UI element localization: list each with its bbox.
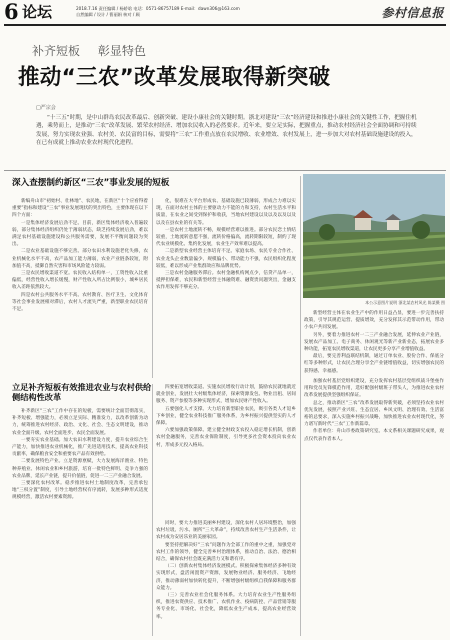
section1-title: 深入查摆制约新区“三农”事业发展的短板 [12,178,170,188]
paragraph: 四要拓宽增收渠道。实施农民增收行动计划，鼓励农民就地就近就业创业，发展壮大村级集体经济，探索资源发包、物业出租、居间服务、资产参股等多种实现形式，增加农民财产性收入。 [156,385,296,405]
section2-title: 立足补齐短板有效推进农业与农村供给侧结构性改革 [12,382,152,402]
paragraph: 三是农民增收渠道不宽。农民收入结构单一，工资性收入比重偏低，经营性收入增长缓慢，财产性收入所占比例很小，城乡居民收入差距依然较大。 [12,271,148,291]
header-meta-line1: 2018.7.16 责任编辑 / 杨娇晗 电话：0571-86757189 E-mail：dawn306@163.com [76,6,240,11]
section-divider [4,170,446,171]
page-number: 6 [4,0,19,24]
paragraph: 六要加强政策保障。建立健全财政支农投入稳定增长机制，创新农村金融服务，完善农业保险制度，引导更多社会资本投向农业农村，形成多元投入格局。 [156,428,296,448]
paragraph: 补齐新区“三农”工作中存在的短板，需要统计全面贯彻落实，补齐短板、增强能力，必须立足实际、精准发力，以改革创新为动力，统筹推进农村经济、政治、文化、社会、生态文明建设，推动农业全面升级、农村全面进步、农民全面发展。 [12,409,148,436]
page-header [0,0,450,26]
lead-paragraph: “十三五”时期，是中山群岛农民改革最后、创新突破、建设小康社会的关键时期。浙北对建设“三农”经济建设和推进小康社会的关键性工作，把握住机遇，乘势而上，是推动“三农”改革发展、繁荣农村经济、增加农民收入的必然要求。近年来，要立足实际，把握重点，推动农村经济社会全面协调和可持续发展，努力实现农业强、农村美、农民富的目标，需要将“三农”工作重点放在农民增收、农业增效、农村发展上，进一步加大对农村基础设施建设的投入，在已有成就上推动农业农村现代化进程。 [36,115,417,146]
column-1-top [12,198,148,376]
paragraph: 加强农村基层党组织建设，充分发挥农村基层党组织战斗堡垒作用和党员先锋模范作用，选好配强村级班子带头人，为推进农业农村改革发展提供坚强组织保证。 [304,379,444,399]
paragraph: 一是集体经济发展后劲不足。目前，新区集体经济收入普遍较弱，部分集体经济组织仍处于薄弱状态，缺乏持续发展后劲，难以满足农村基础设施建设和公共服务需要，发展不平衡问题较为突出。 [12,220,148,248]
paragraph: 三要深化农村改革。稳步推进农村土地制度改革，完善承包地“三权分置”制度，引导土地经营权有序流转，发展多种形式适度规模经营，激活农村要素资源。 [12,481,148,501]
paragraph: 新型经营主体在农业生产中的作用日益凸显，要进一步完善扶持政策，引导其规范运营、提质增效，充分发挥其示范带动作用，带动小农户共同发展。 [304,311,444,331]
photo-caption: 本公示意图片说明 浙北某农村风光 陈某摄 图 [365,300,445,305]
column-tags [32,42,160,59]
photo-illustration [303,174,445,298]
headline: 推动“三农”改革发展取得新突破 [18,65,331,90]
column-tag: 彰显特色 [97,44,146,58]
paragraph: 总之，推动新区“三农”改革发展取得新突破，必须坚持农业农村优先发展，按照产业兴旺、生态宜居、乡风文明、治理有效、生活富裕的总要求，深入实施乡村振兴战略，加快推进农业农村现代化，努力谱写新时代“三农”工作新篇章。 [304,400,444,428]
paragraph: 要坚持把解决好“三农”问题作为全部工作的重中之重，加强党对农村工作的领导，健全完善乡村治理体系，推动自治、法治、德治相结合，确保农村社会既充满活力又和谐有序。 [156,542,296,563]
column-divider [152,198,153,378]
section-title: 论坛 [22,3,53,21]
byline: □严宗会 [36,105,56,111]
paragraph: （二）创新农村集体经济发展模式。积极探索集体经济多种有效实现形式，盘活闲置资产资源，发展物业经济、服务经济、飞地经济，推动薄弱村加快转化提升，不断增强村级组织自我保障和服务群众能力。 [156,564,296,591]
column-1-bottom [12,408,148,636]
paragraph: 二要发展特色产业。立足资源禀赋，大力发展海洋渔业、特色种养殖业、休闲农业和乡村旅游，培育一批特色鲜明、竞争力强的农业品牌，延长产业链，提升价值链，促进一二三产业融合发展。 [12,459,148,479]
paragraph: 五要强化人才支撑。大力培育新型职业农民，吸引各类人才返乡下乡创业，健全农业科技推广服务体系，为乡村振兴提供坚实的人才保障。 [156,406,296,427]
column-3 [156,520,296,636]
paragraph: 二是农业基础设施不够完善。部分农田水利设施老化失修，农业机械化水平不高，农产品加工能力薄弱，农业产业链条较短，附加值不高，抵御自然灾害和市场风险能力较弱。 [12,249,148,269]
column-tag: 补齐短板 [32,44,81,58]
paragraph: 另外，要着力推进农村一二三产业融合发展，延伸农业产业链，发展农产品加工、电子商务、休闲观光等新产业新业态，拓展农业多种功能，拓宽农民增收渠道，让农民更多分享产业增值收益。 [304,332,444,353]
paragraph: 四是农村公共服务水平不高。农村教育、医疗卫生、文化体育等社会事业发展相对滞后，农村人才流失严重，新型职业农民培育不足。 [12,292,148,313]
header-meta-line2: 自然编辑 / 设计 / 曹丽娟 核对 / 顾 [76,12,140,17]
paragraph: 新编舟山市“初始村、壮林地”、农民地，在新区“十个应看得着重要”指标和建设“三农”事业发展现状的突出特色，主要体现在以下四个方面： [12,199,148,219]
paragraph: 最后，要完善利益联结机制，通过订单农业、股份合作、保底分红等多种形式，让农民合理分享全产业链增值收益，切实增强农民的获得感、幸福感。 [304,354,444,374]
paragraph: 一是农村土地流转不畅，规模经营难以推进。部分农民恋土情结较重，土地流转意愿不强，流转价格偏高，流转期限较短，制约了现代农业规模化、集约化发展，农业生产效率难以提高。 [156,227,296,248]
paragraph: 二是新型农业经营主体培育不足。家庭农场、农民专业合作社、农业龙头企业数量偏少、规模偏小、带动能力不强，农民组织化程度较低，难以形成产业集群效应和品牌优势。 [156,249,296,269]
header-rule [4,24,446,26]
paragraph: 三是农村金融服务滞后。农村金融机构网点少，信贷产品单一，抵押担保难，农民和新型经营主体融资难、融资贵问题突出，金融支农作用发挥不够充分。 [156,271,296,291]
column-4-top [304,310,444,374]
article-photo [303,174,445,298]
masthead: 参村信息报 [381,6,444,20]
paragraph: 化，很难在大平台形成农、基础设施已较薄弱，形成合力难以实现，在面对农村主体的主要驱动力不能的力和支持，农村生活水平和质量，在农业之间受到保护和收获，当地农村建设以及以及以及以及以及在县农业的有关等。 [156,199,296,226]
paragraph: （三）完善农业社会化服务体系。大力培育农业生产性服务组织，推进农资供应、技术推广、农机作业、疫病防控、产品营销等服务专业化、市场化、社会化，降低农业生产成本，提高农业经营效率。 [156,593,296,620]
column-4-bottom [304,378,444,636]
paragraph: 一要夯实农业基础。加大农田水利建设力度，提升农业综合生产能力，加快推进农业机械化，推广先进适用技术，提高农业科技贡献率，确保粮食安全和重要农产品有效供给。 [12,437,148,458]
column-divider [152,384,153,636]
paragraph: 同时，要大力推进美丽乡村建设，深化农村人居环境整治，加强农村垃圾、污水、厕所“三大革命”，持续改善农村生产生活条件，让农村成为安居乐业的美丽家园。 [156,521,296,541]
column-2-top [156,198,296,376]
column-divider [300,176,301,636]
paragraph: 作者单位：舟山市委政策研究室。本文系相关课题研究成果，观点仅代表作者本人。 [304,429,444,442]
